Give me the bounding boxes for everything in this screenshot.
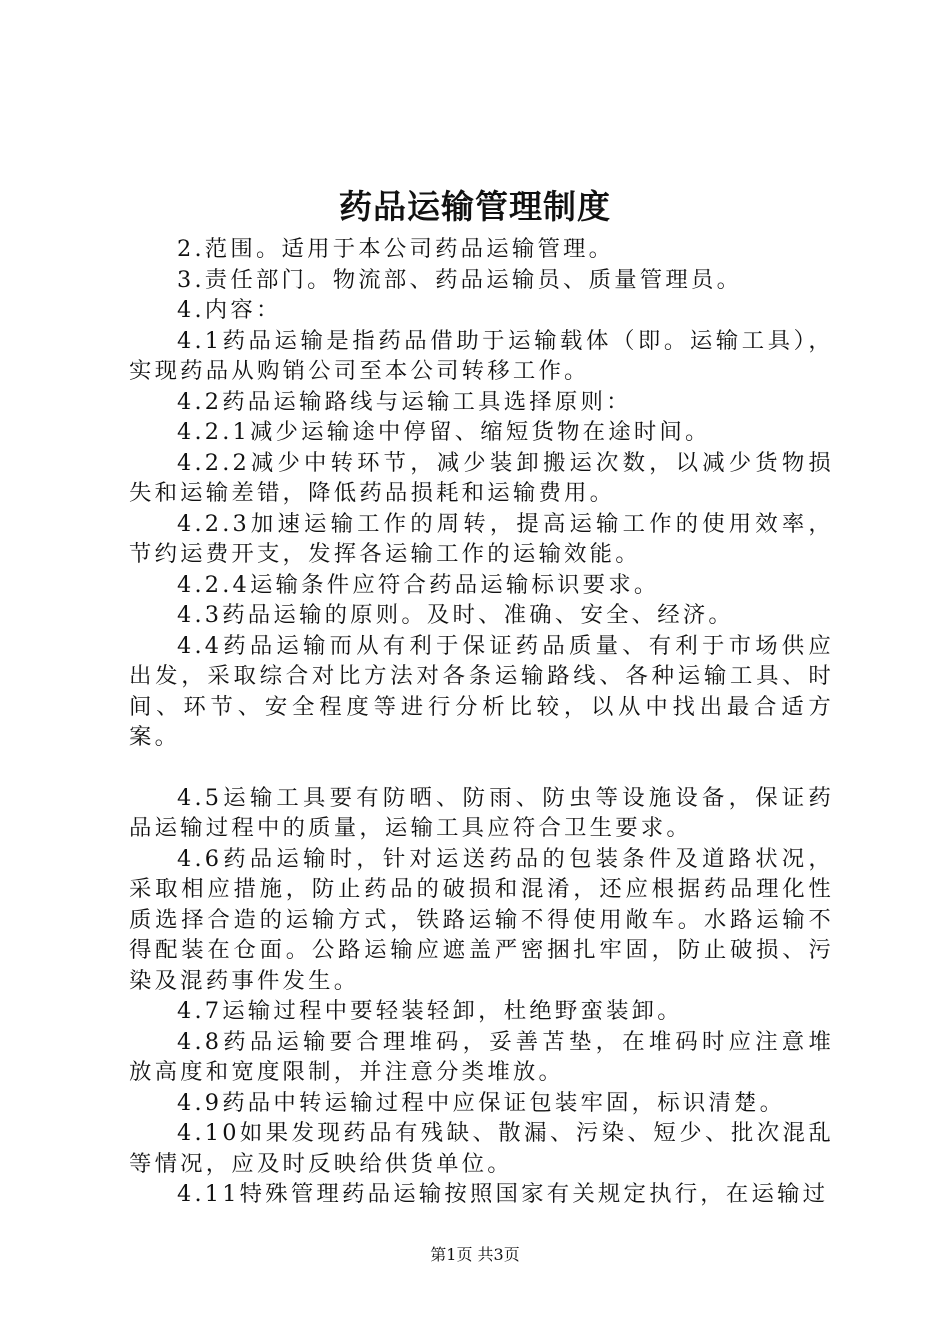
paragraph: 3.责任部门。物流部、药品运输员、质量管理员。	[177, 266, 743, 293]
paragraph: 4.3药品运输的原则。及时、准确、安全、经济。	[177, 602, 735, 628]
paragraph: 2.范围。适用于本公司药品运输管理。	[177, 236, 615, 262]
page-number-footer: 第1页 共3页	[430, 1245, 520, 1264]
paragraph: 4.2.4运输条件应符合药品运输标识要求。	[177, 571, 660, 598]
paragraph: 4.2.2减少中转环节，减少装卸搬运次数，以减少货物损失和运输差错，降低药品损耗和运输费用。	[129, 449, 834, 506]
paragraph: 4.5运输工具要有防晒、防雨、防虫等设施设备，保证药品运输过程中的质量，运输工具应符合卫生要求。	[129, 784, 834, 841]
paragraph: 4.2.3加速运输工作的周转，提高运输工作的使用效率，节约运费开支，发挥各运输工作的运输效能。	[129, 510, 834, 567]
paragraph: 4.7运输过程中要轻装轻卸，杜绝野蛮装卸。	[177, 998, 683, 1024]
paragraph: 4.2.1减少运输途中停留、缩短货物在途时间。	[177, 419, 711, 445]
document-title: 药品运输管理制度	[339, 187, 611, 226]
paragraph: 4.8药品运输要合理堆码，妥善苫垫，在堆码时应注意堆放高度和宽度限制，并注意分类堆放。	[129, 1028, 834, 1085]
paragraph: 4.2药品运输路线与运输工具选择原则：	[177, 388, 632, 415]
paragraph: 4.1药品运输是指药品借助于运输载体（即。运输工具），实现药品从购销公司至本公司转移工作。	[129, 327, 834, 384]
paragraph: 4.4药品运输而从有利于保证药品质量、有利于市场供应出发，采取综合对比方法对各条运输路线、各种运输工具、时间、环节、安全程度等进行分析比较，以从中找出最合适方案。	[129, 632, 834, 750]
paragraph: 4.内容：	[177, 297, 282, 323]
paragraph: 4.9药品中转运输过程中应保证包装牢固，标识清楚。	[177, 1089, 786, 1116]
document-body	[129, 234, 834, 1210]
paragraph: 4.10如果发现药品有残缺、散漏、污染、短少、批次混乱等情况，应及时反映给供货单位。	[129, 1120, 834, 1177]
paragraph: 4.6药品运输时，针对运送药品的包装条件及道路状况，采取相应措施，防止药品的破损和混淆，还应根据药品理化性质选择合造的运输方式，铁路运输不得使用敞车。水路运输不得配装在仓面。公路运输应遮盖严密捆扎牢固，防止破损、污染及混药事件发生。	[129, 845, 834, 994]
paragraph: 4.11特殊管理药品运输按照国家有关规定执行，在运输过	[177, 1181, 829, 1207]
